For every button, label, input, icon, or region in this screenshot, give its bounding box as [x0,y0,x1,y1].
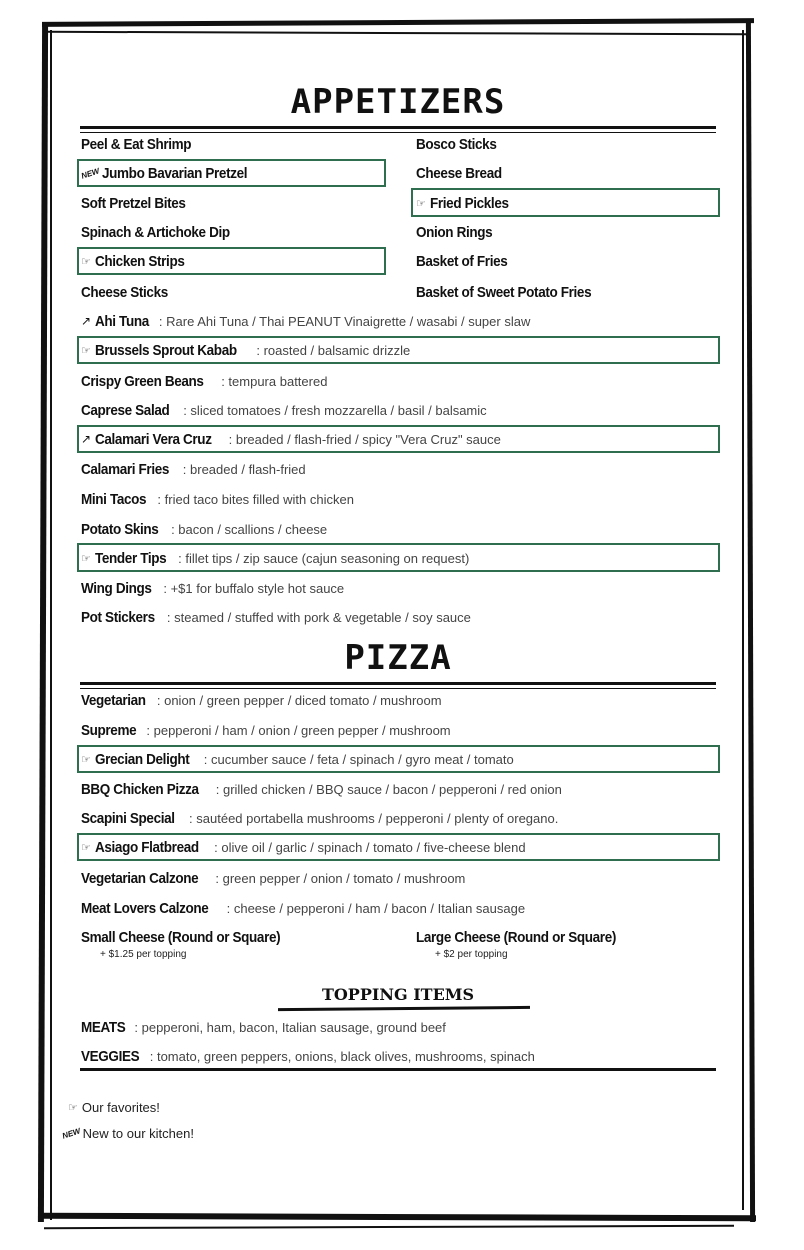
item-name: Peel & Eat Shrimp [81,135,192,153]
item-name: Mini Tacos [81,490,147,508]
item-name: Small Cheese (Round or Square) [81,928,281,946]
list-item [81,337,410,363]
frame-bottom-2 [44,1225,734,1229]
thumbs-up-icon: ☞ [81,841,91,854]
item-desc: : olive oil / garlic / spinach / tomato / five-cheese blend [214,839,526,855]
item-name: Calamari Vera Cruz [95,430,212,448]
item-desc: : +$1 for buffalo style hot sauce [163,580,345,596]
list-item [81,545,469,571]
item-name: Asiago Flatbread [94,838,199,856]
item-name: Cheese Bread [416,164,502,182]
list-item [81,865,465,891]
item-name: Basket of Sweet Potato Fries [416,283,592,301]
item-desc: : Rare Ahi Tuna / Thai PEANUT Vinaigrette / wasabi / super slaw [158,313,531,329]
list-item [81,190,197,216]
legend-new-text: New to our kitchen! [82,1126,194,1141]
item-desc: : grilled chicken / BBQ sauce / bacon / pepperoni / red onion [215,781,562,797]
item-name: Wing Dings [81,579,152,597]
list-item [81,575,344,601]
thumbs-up-icon: ☞ [81,753,91,766]
frame-top [42,18,754,27]
item-desc: : steamed / stuffed with pork & vegetable / soy sauce [166,609,471,625]
list-item [81,248,194,274]
frame-left [38,22,48,1222]
item-desc: : onion / green pepper / diced tomato / mushroom [156,692,442,708]
pepper-icon: ↗ [81,314,92,328]
list-item [81,219,246,245]
item-name: Vegetarian Calzone [81,869,199,887]
item-name: Potato Skins [81,520,159,538]
item-name: Basket of Fries [416,252,508,270]
list-item [416,160,511,186]
thumbs-up-icon: ☞ [81,552,91,565]
item-desc: : breaded / flash-fried / spicy "Vera Cruz" sauce [228,431,501,447]
frame-right-2 [742,30,744,1210]
item-desc: : cucumber sauce / feta / spinach / gyro meat / tomato [203,751,514,767]
list-item [81,131,203,157]
thumbs-up-icon: ☞ [416,197,426,210]
item-desc: : breaded / flash-fried [182,461,306,477]
item-name: Fried Pickles [429,194,509,212]
list-item [81,426,501,452]
list-item [81,368,327,394]
topping-title: TOPPING ITEMS [321,985,475,1004]
item-name: Grecian Delight [94,750,190,768]
item-desc: : sliced tomatoes / fresh mozzarella / basil / balsamic [183,402,487,418]
topping-underline [278,1006,530,1011]
list-item [81,516,327,542]
thumbs-up-icon: ☞ [68,1102,78,1114]
item-name: Meat Lovers Calzone [81,899,209,917]
legend-favorites [68,1100,160,1115]
item-desc: : green pepper / onion / tomato / mushroom [215,870,466,886]
item-name: Soft Pretzel Bites [81,194,186,212]
frame-top-2 [46,31,746,35]
pepper-icon: ↗ [81,432,92,446]
item-name: MEATS [81,1018,126,1036]
item-name: Large Cheese (Round or Square) [416,928,616,946]
list-item [81,1043,535,1069]
list-item [81,746,514,772]
list-item [416,248,518,274]
item-name: Calamari Fries [81,460,170,478]
item-desc: : tempura battered [221,373,328,389]
item-name: Jumbo Bavarian Pretzel [101,164,247,182]
item-name: Caprese Salad [81,401,170,419]
list-item [81,160,263,186]
item-desc: : pepperoni, ham, bacon, Italian sausage, ground beef [134,1019,446,1035]
frame-bottom [40,1213,756,1221]
list-item [81,895,525,921]
item-desc: : fillet tips / zip sauce (cajun seasoning on request) [178,550,470,566]
item-desc: : pepperoni / ham / onion / green pepper / mushroom [146,722,451,738]
bottom-rule [80,1068,716,1071]
item-name: Vegetarian [81,691,146,709]
item-name: BBQ Chicken Pizza [81,780,199,798]
list-item [81,776,562,802]
list-item [81,308,530,334]
appetizers-title: APPETIZERS [290,82,506,122]
list-item [416,190,517,216]
item-desc: : roasted / balsamic drizzle [256,342,411,358]
item-name: Chicken Strips [94,252,185,270]
list-item [81,397,487,423]
list-item [81,486,354,512]
thumbs-up-icon: ☞ [81,255,91,268]
legend-new [62,1126,194,1141]
frame-left-2 [50,30,52,1220]
item-desc: : cheese / pepperoni / ham / bacon / Italian sausage [226,900,526,916]
list-item [81,687,442,713]
item-name: Tender Tips [94,549,167,567]
list-item [81,834,526,860]
item-desc: : sautéed portabella mushrooms / pepperoni / plenty of oregano. [189,810,559,826]
item-name: Supreme [81,721,137,739]
list-item [81,604,471,630]
list-item [81,717,451,743]
list-item [416,131,505,157]
item-desc: : fried taco bites filled with chicken [157,491,354,507]
frame-right [746,22,755,1222]
list-item [81,1014,446,1040]
item-name: Pot Stickers [81,608,155,626]
list-item [81,805,558,831]
item-name: Cheese Sticks [81,283,168,301]
new-badge-icon: NEW [80,165,101,181]
pizza-title: PIZZA [344,638,452,678]
list-item [416,279,611,305]
small-cheese [81,924,302,950]
legend-favorites-text: Our favorites! [81,1100,160,1115]
item-name: Bosco Sticks [416,135,497,153]
item-name: VEGGIES [81,1047,140,1065]
item-name: Spinach & Artichoke Dip [81,223,230,241]
new-badge-icon: NEW [61,1126,82,1141]
item-name: Onion Rings [416,223,493,241]
list-item [81,279,178,305]
item-desc: : tomato, green peppers, onions, black olives, mushrooms, spinach [149,1048,535,1064]
item-name: Crispy Green Beans [81,372,204,390]
item-desc: : bacon / scallions / cheese [171,521,328,537]
small-topping-price: + $1.25 per topping [100,949,187,960]
large-cheese [416,924,638,950]
large-topping-price: + $2 per topping [435,949,508,960]
item-name: Scapini Special [81,809,175,827]
thumbs-up-icon: ☞ [81,344,91,357]
list-item [416,219,501,245]
item-name: Ahi Tuna [95,312,149,330]
item-name: Brussels Sprout Kabab [94,341,237,359]
list-item [81,456,306,482]
